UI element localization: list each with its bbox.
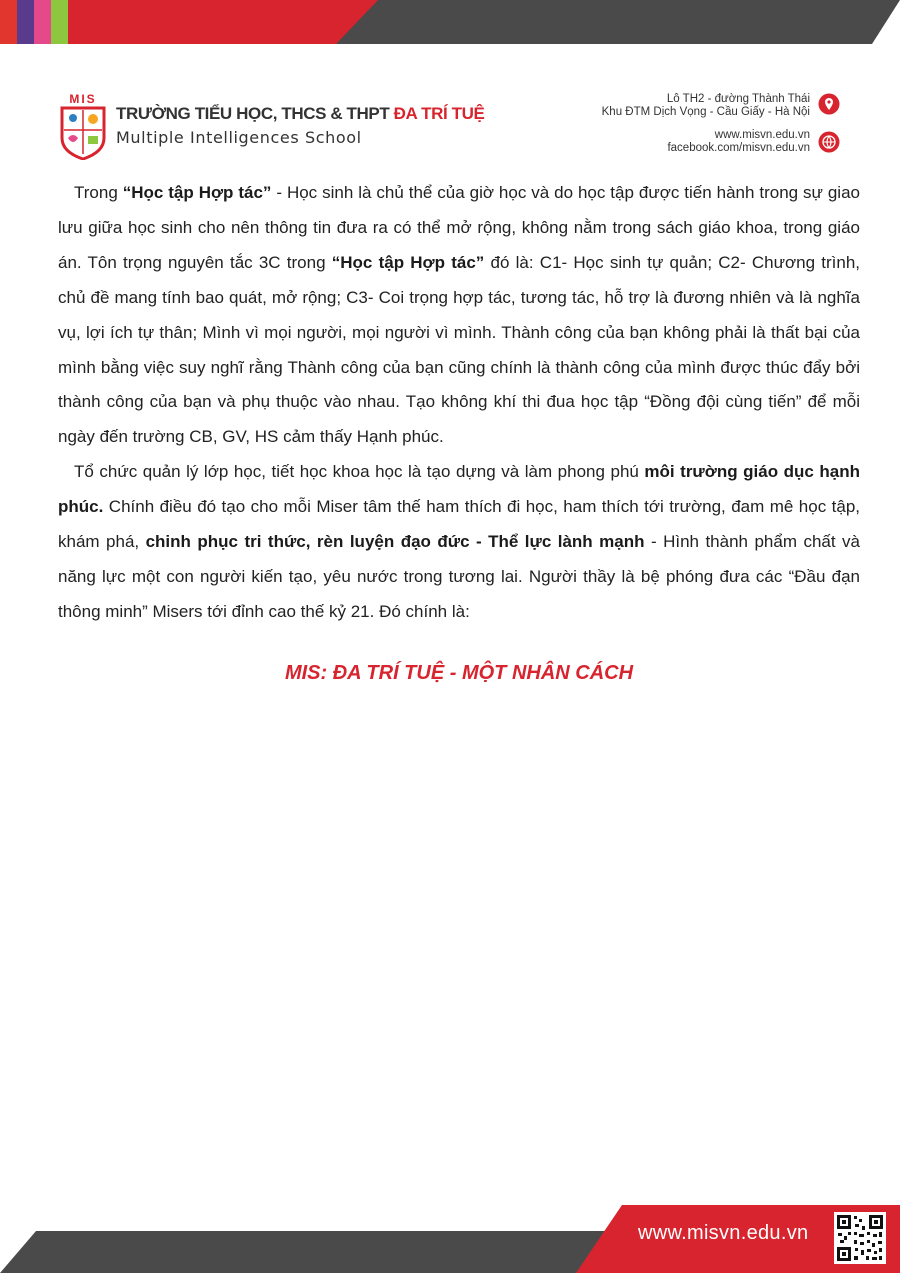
address-line-2: Khu ĐTM Dịch Vọng - Cầu Giấy - Hà Nội	[601, 106, 810, 118]
paragraph-2: Tổ chức quản lý lớp học, tiết học khoa học là tạo dựng và làm phong phú môi trường giáo dục hạnh phúc. Chính điều đó tạo cho mỗi Miser tâm thế ham thích đi học, ham thích tới trường, đam mê học tập, khám phá, chinh phục tri thức, rèn luyện đạo đức - Thể lực lành mạnh - Hình thành phẩm chất và năng lực một con người kiến tạo, yêu nước trong tương lai. Người thầy là bệ phóng đưa các “Đầu đạn thông minh” Misers tới đỉnh cao thế kỷ 21. Đó chính là:	[58, 462, 860, 621]
qr-code-icon	[834, 1212, 886, 1264]
facebook-link[interactable]: facebook.com/misvn.edu.vn	[667, 142, 810, 154]
address-line-1: Lô TH2 - đường Thành Thái	[666, 93, 810, 105]
school-motto: MIS: ĐA TRÍ TUỆ - MỘT NHÂN CÁCH	[284, 662, 634, 684]
location-pin-icon	[818, 93, 840, 115]
header-band	[0, 0, 900, 44]
paragraph-1: Trong “Học tập Hợp tác” - Học sinh là chủ thể của giờ học và do học tập được tiến hành trong sự giao lưu giữa học sinh cho nên thông tin đưa ra có thể mở rộng, không nằm trong sách giáo khoa, trong giáo án. Tôn trọng nguyên tắc 3C trong “Học tập Hợp tác” đó là: C1- Học sinh tự quản; C2- Chương trình, chủ đề mang tính bao quát, mở rộng; C3- Coi trọng hợp tác, tương tác, hỗ trợ là đương nhiên và là nghĩa vụ, lợi ích tự thân; Mình vì mọi người, mọi người vì mình. Thành công của bạn không phải là thất bại của mình bằng việc suy nghĩ rằng Thành công của bạn cũng chính là thành công của mình được thúc đẩy bởi thành công của bạn và phụ thuộc vào nhau. Tạo không khí thi đua học tập “Đồng đội cùng tiến” để mỗi ngày đến trường CB, GV, HS cảm thấy Hạnh phúc.	[58, 183, 861, 447]
school-name: TRƯỜNG TIỂU HỌC, THCS & THPT ĐA TRÍ TUỆ	[116, 104, 485, 123]
footer-website-link[interactable]: www.misvn.edu.vn	[638, 1222, 809, 1244]
article-body	[58, 176, 860, 630]
globe-icon	[818, 131, 840, 153]
contact-block	[602, 93, 810, 155]
school-subtitle: Multiple Intelligences School	[116, 128, 362, 147]
logo-text: MIS	[69, 92, 97, 106]
website-link[interactable]: www.misvn.edu.vn	[714, 129, 810, 141]
school-logo-icon	[58, 92, 108, 160]
